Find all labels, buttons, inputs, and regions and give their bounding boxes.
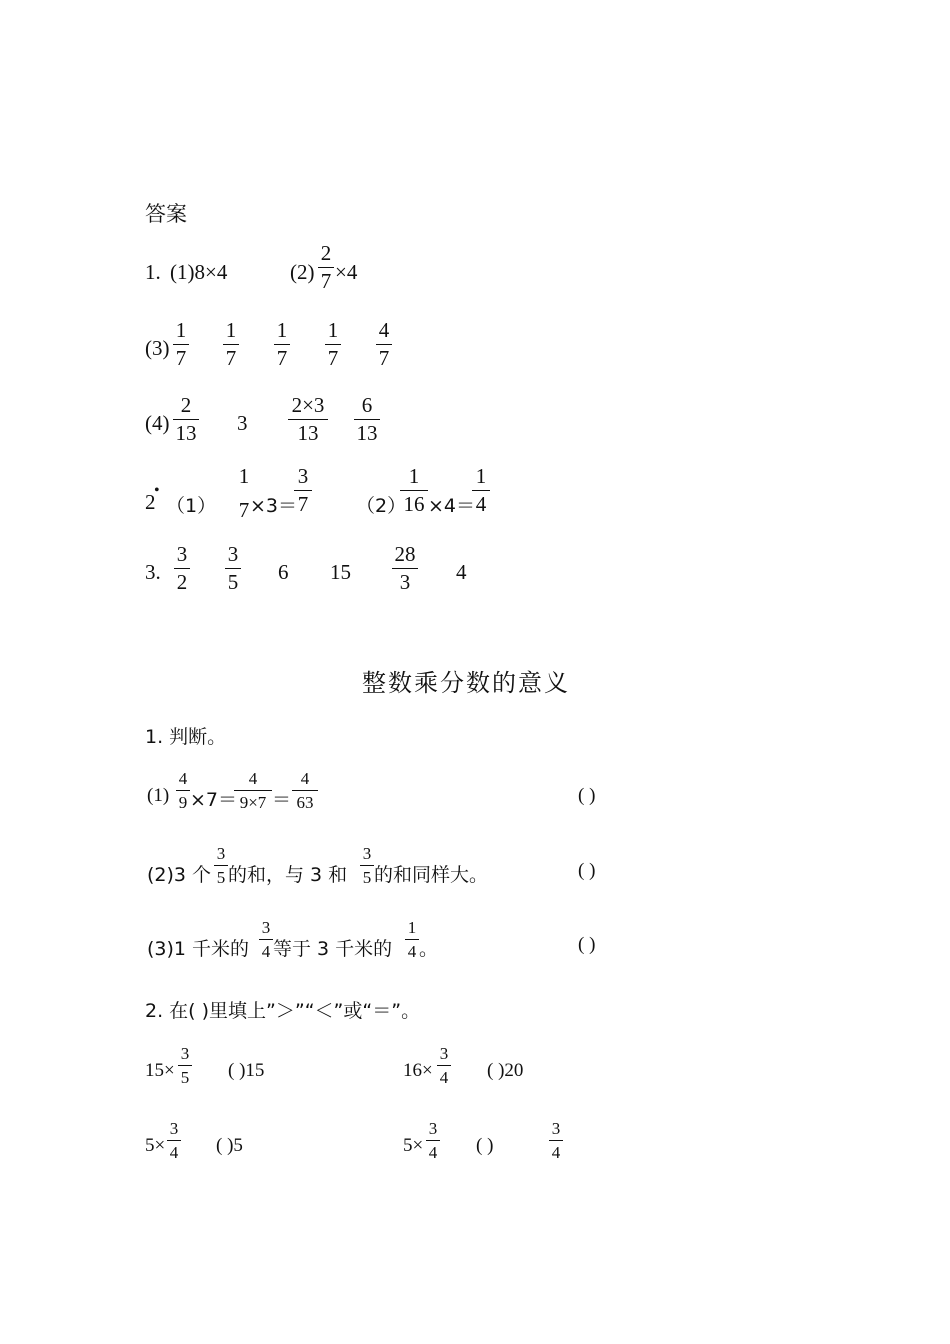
answer-3-value-3: 4: [456, 560, 467, 584]
fraction: 6 13: [354, 395, 380, 444]
judge-item-1-prefix: (1): [147, 785, 170, 806]
answer-3-value-1: 6: [278, 560, 289, 584]
answer-1-part1: (1)8×4: [170, 260, 228, 284]
answer-2-part1-mid: ×3＝: [250, 495, 298, 517]
compare-4-left: 5×: [403, 1135, 424, 1156]
fraction: 1 4: [405, 919, 419, 960]
compare-blank-3[interactable]: ( )5: [216, 1135, 243, 1156]
judge-item-2-prefix: (2)3 个: [147, 864, 212, 886]
judge-item-3-prefix: (3)1 千米的: [147, 938, 250, 960]
fraction: 3 5: [225, 544, 241, 593]
fraction: 1 16: [400, 466, 428, 515]
fraction: 3 4: [426, 1120, 440, 1161]
answer-blank-1[interactable]: ( ): [578, 785, 596, 806]
answer-1-part3-prefix: (3): [145, 336, 170, 360]
exercise-title: 整数乘分数的意义: [362, 669, 570, 697]
fraction: 3 2: [174, 544, 190, 593]
compare-1-left: 15×: [145, 1060, 175, 1081]
answer-1-part2-suffix: ×4: [335, 260, 358, 284]
compare-3-left: 5×: [145, 1135, 166, 1156]
fraction: 1 7: [173, 320, 189, 369]
fraction: 3 4: [437, 1045, 451, 1086]
fraction: 1 4: [472, 466, 490, 515]
answer-1-part4-prefix: (4): [145, 411, 170, 435]
answer-2-part2-prefix: （2）: [356, 495, 407, 517]
judge-item-3-mid: 等于 3 千米的: [273, 938, 393, 960]
fraction: 28 3: [392, 544, 418, 593]
compare-blank-1[interactable]: ( )15: [228, 1060, 265, 1081]
fraction: 4 63: [292, 770, 318, 811]
compare-2-left: 16×: [403, 1060, 433, 1081]
answer-2-part2-mid: ×4＝: [428, 495, 476, 517]
fraction: 4 9: [176, 770, 190, 811]
judge-item-1-mid2: ＝: [272, 789, 292, 811]
fraction: 3 7: [294, 466, 312, 515]
fraction: 3 5: [178, 1045, 192, 1086]
fraction: 4 9×7: [234, 770, 272, 811]
answer-3-value-2: 15: [330, 560, 351, 584]
answer-blank-3[interactable]: ( ): [578, 934, 596, 955]
answer-1-part4-value: 3: [237, 411, 248, 435]
answer-2-dot: •: [154, 482, 160, 499]
answer-2-part1-prefix: （1）: [166, 495, 217, 517]
fraction: 1 7: [238, 464, 250, 522]
question-1-label: 1. 判断。: [145, 726, 227, 748]
fraction: 3 4: [259, 919, 273, 960]
fraction: 3 4: [167, 1120, 181, 1161]
compare-blank-2[interactable]: ( )20: [487, 1060, 524, 1081]
fraction: 2 13: [173, 395, 199, 444]
fraction: 3 5: [214, 845, 228, 886]
judge-item-2-suffix: 的和同样大。: [374, 864, 489, 886]
compare-blank-4[interactable]: ( ): [476, 1135, 494, 1156]
judge-item-3-suffix: 。: [419, 938, 439, 960]
fraction: 2×3 13: [288, 395, 328, 444]
answer-1-label: 1.: [145, 260, 161, 284]
fraction: 1 7: [223, 320, 239, 369]
fraction: 1 7: [325, 320, 341, 369]
answer-2-label: 2: [145, 490, 156, 514]
fraction: 1 7: [274, 320, 290, 369]
fraction: 3 5: [360, 845, 374, 886]
answer-blank-2[interactable]: ( ): [578, 860, 596, 881]
judge-item-1-mid1: ×7＝: [190, 789, 238, 811]
fraction: 3 4: [549, 1120, 563, 1161]
answer-3-label: 3.: [145, 560, 161, 584]
answer-1-part2-prefix: (2): [290, 260, 315, 284]
fraction: 2 7: [318, 243, 334, 292]
fraction: 4 7: [376, 320, 392, 369]
question-2-label: 2. 在( )里填上”＞”“＜”或“＝”。: [145, 1000, 421, 1022]
judge-item-2-mid: 的和，与 3 和: [228, 864, 348, 886]
answers-heading: 答案: [145, 202, 187, 226]
